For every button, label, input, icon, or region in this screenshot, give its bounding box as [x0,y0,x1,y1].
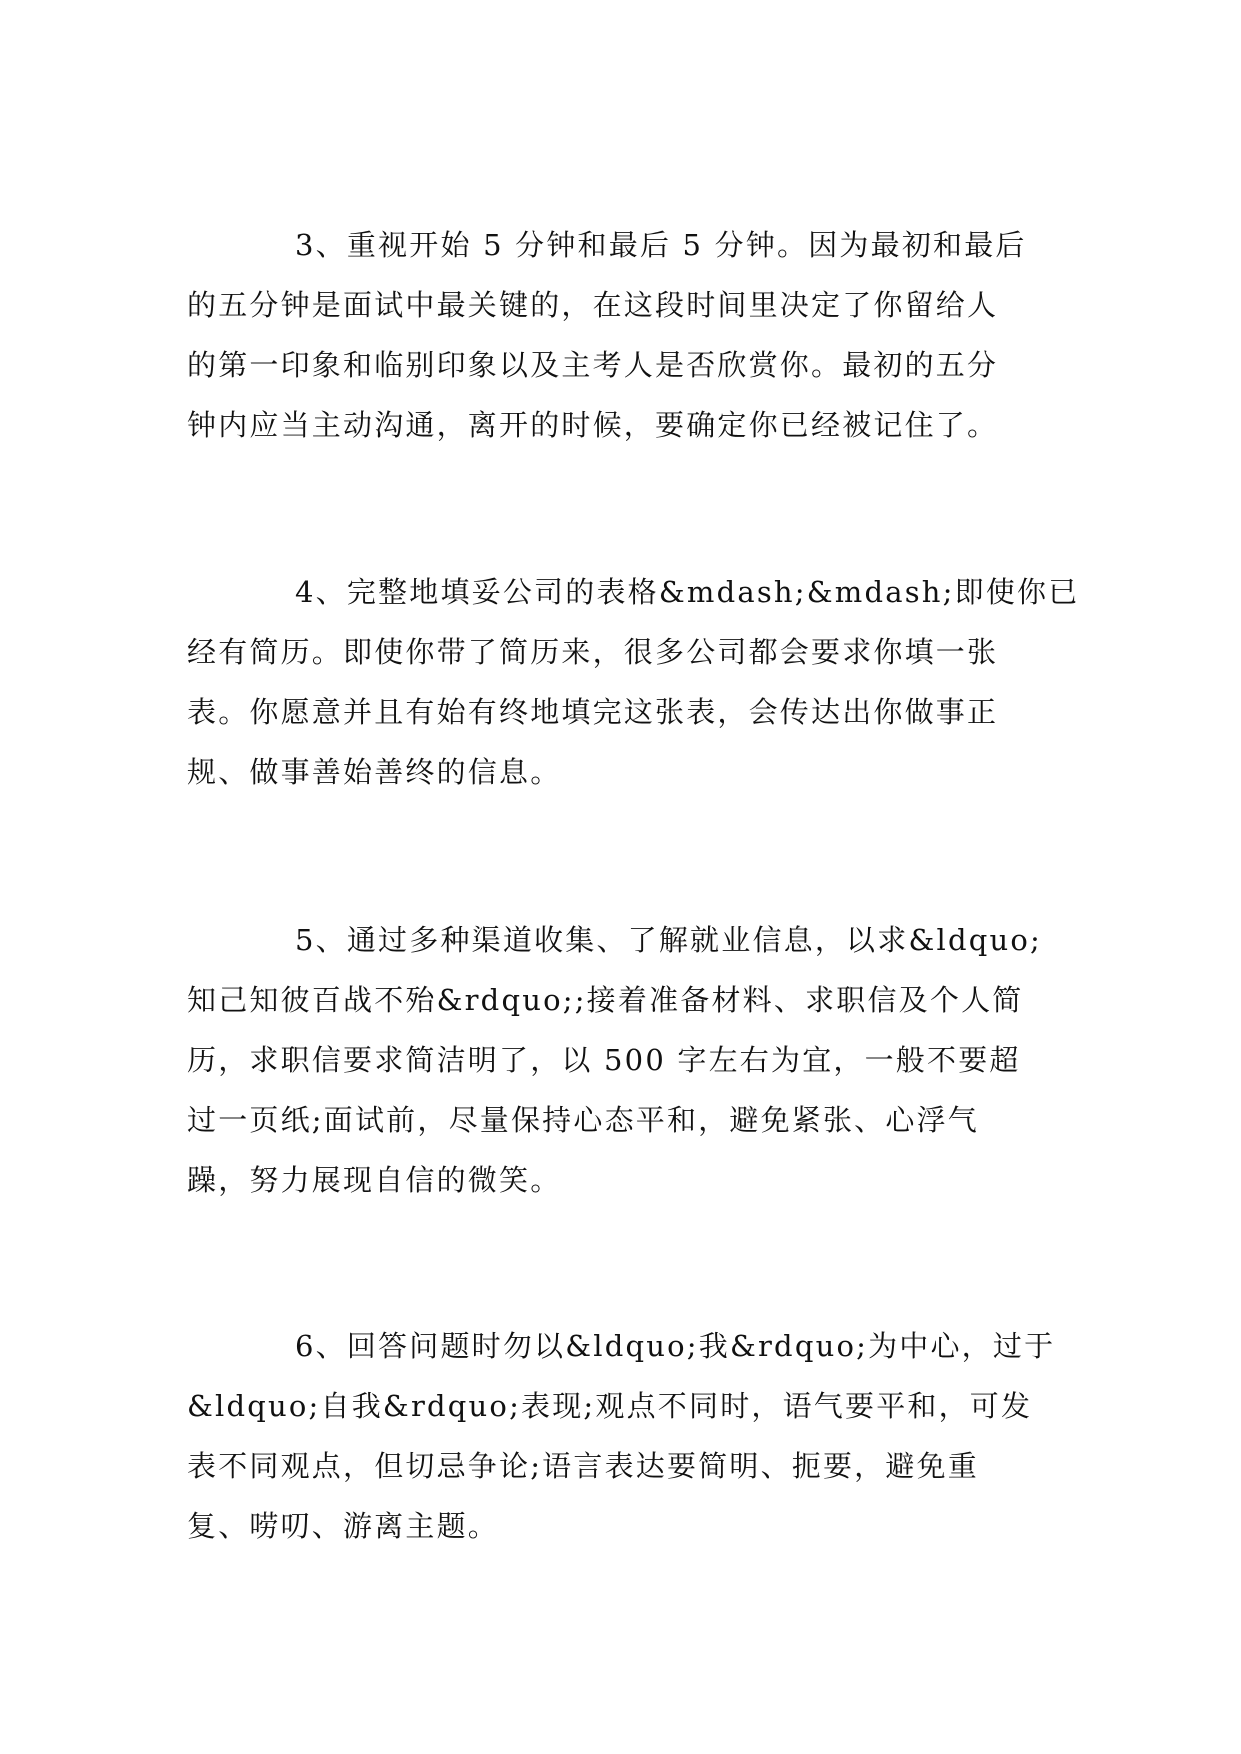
paragraph-line: 规、做事善始善终的信息。 [187,755,562,789]
paragraph-line: 历，求职信要求简洁明了，以 500 字左右为宜，一般不要超 [187,1043,1021,1077]
paragraph-line: 表不同观点，但切忌争论;语言表达要简明、扼要，避免重 [187,1449,979,1483]
paragraph-line: 的第一印象和临别印象以及主考人是否欣赏你。最初的五分 [187,348,999,382]
paragraph-line: 5、通过多种渠道收集、了解就业信息，以求&ldquo; [295,923,1042,957]
paragraph-line: 表。你愿意并且有始有终地填完这张表，会传达出你做事正 [187,695,999,729]
paragraph-line: 经有简历。即使你带了简历来，很多公司都会要求你填一张 [187,635,999,669]
paragraph-line: 的五分钟是面试中最关键的，在这段时间里决定了你留给人 [187,288,999,322]
paragraph-line: 3、重视开始 5 分钟和最后 5 分钟。因为最初和最后 [295,228,1027,262]
paragraph-line: &ldquo;自我&rdquo;表现;观点不同时，语气要平和，可发 [187,1389,1033,1423]
paragraph-5 [187,910,1087,1210]
paragraph-3 [187,215,1087,455]
paragraph-line: 钟内应当主动沟通，离开的时候，要确定你已经被记住了。 [187,408,999,442]
paragraph-line: 复、唠叨、游离主题。 [187,1509,500,1543]
paragraph-line: 6、回答问题时勿以&ldquo;我&rdquo;为中心，过于 [295,1329,1056,1363]
paragraph-line: 4、完整地填妥公司的表格&mdash;&mdash;即使你已 [295,575,1080,609]
paragraph-6 [187,1316,1087,1556]
paragraph-line: 知己知彼百战不殆&rdquo;;接着准备材料、求职信及个人简 [187,983,1024,1017]
paragraph-line: 躁，努力展现自信的微笑。 [187,1163,562,1197]
paragraph-line: 过一页纸;面试前，尽量保持心态平和，避免紧张、心浮气 [187,1103,979,1137]
paragraph-4 [187,562,1087,802]
